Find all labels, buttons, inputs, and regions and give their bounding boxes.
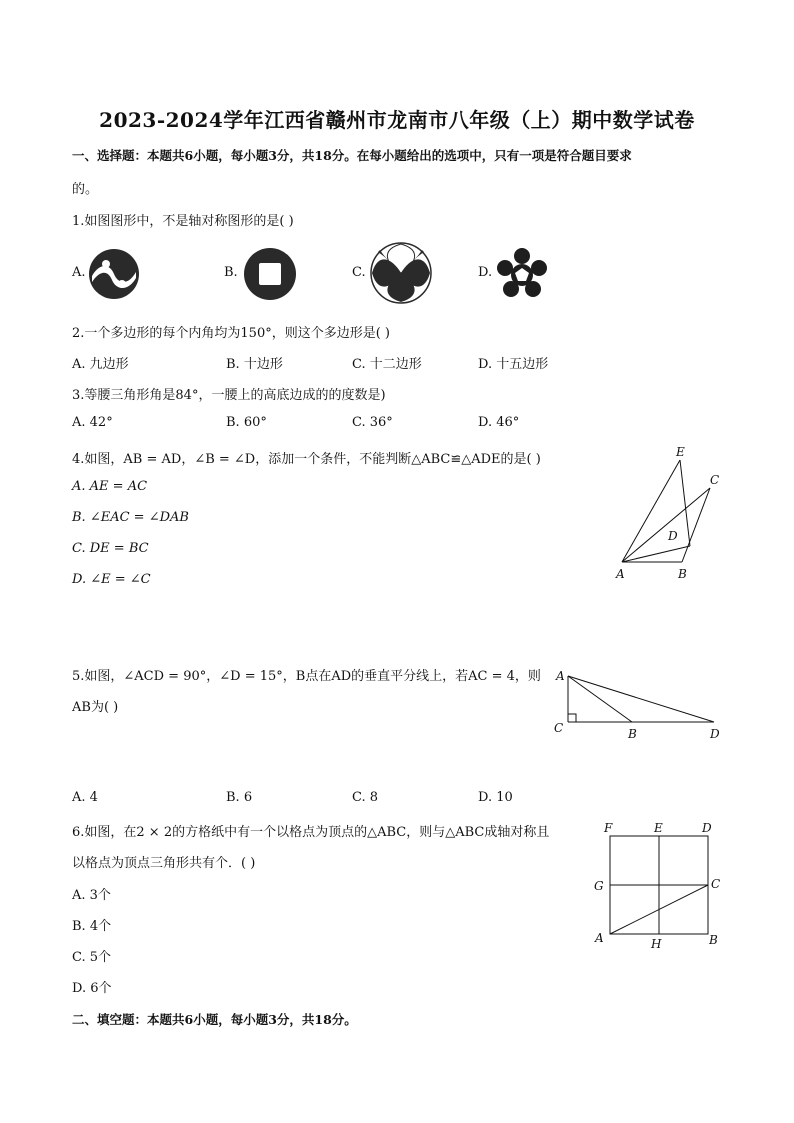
q1-figure-c <box>368 240 434 306</box>
section1-heading: 一、选择题：本题共6小题，每小题3分，共18分。在每小题给出的选项中，只有一项是符合题目要求 <box>72 148 632 163</box>
q6-label-a: A <box>595 931 604 945</box>
q3-option-a: A. 42° <box>72 415 113 430</box>
q6-option-d: D. 6个 <box>72 981 112 996</box>
q4-stem: 4.如图，AB = AD，∠B = ∠D，添加一个条件，不能判断△ABC≌△ADE的是( ) <box>72 452 541 467</box>
q4-label-b: B <box>678 567 687 581</box>
section2-heading: 二、填空题：本题共6小题，每小题3分，共18分。 <box>72 1012 357 1027</box>
q5-stem: 5.如图，∠ACD = 90°，∠D = 15°，B点在AD的垂直平分线上，若AC = 4，则 <box>72 669 541 684</box>
q5-option-d: D. 10 <box>478 790 513 805</box>
q2-option-c: C. 十二边形 <box>352 357 422 372</box>
q2-option-b: B. 十边形 <box>226 357 283 372</box>
q6-label-f: F <box>604 821 613 835</box>
q6-stem: 6.如图，在2 × 2的方格纸中有一个以格点为顶点的△ABC，则与△ABC成轴对称且 <box>72 825 550 840</box>
q6-stem-cont: 以格点为顶点三角形共有个．( ) <box>72 856 256 871</box>
q6-option-a: A. 3个 <box>72 888 111 903</box>
q3-stem: 3.等腰三角形角是84°，一腰上的高底边成的的度数是) <box>72 388 386 403</box>
q6-label-b: B <box>709 933 718 947</box>
q1-stem: 1.如图图形中，不是轴对称图形的是( ) <box>72 214 294 229</box>
q6-option-c: C. 5个 <box>72 950 112 965</box>
q3-option-d: D. 46° <box>478 415 520 430</box>
q6-figure <box>590 818 726 954</box>
q4-label-c: C <box>710 473 720 487</box>
q5-figure <box>548 664 726 744</box>
q5-option-a: A. 4 <box>72 790 98 805</box>
q2-option-a: A. 九边形 <box>72 357 129 372</box>
q5-label-b: B <box>628 727 637 741</box>
q6-label-g: G <box>594 879 604 893</box>
q6-label-d: D <box>702 821 712 835</box>
q2-stem: 2.一个多边形的每个内角均为150°，则这个多边形是( ) <box>72 326 390 341</box>
q5-option-c: C. 8 <box>352 790 379 805</box>
q5-label-a: A <box>556 669 565 683</box>
q4-label-a: A <box>616 567 625 581</box>
q4-label-e: E <box>676 445 685 459</box>
q5-label-c: C <box>554 721 564 735</box>
q1-label-a: A. <box>72 265 86 280</box>
q1-label-d: D. <box>478 265 493 280</box>
section1-heading-cont: 的。 <box>72 182 99 197</box>
q1-figure-d <box>494 246 550 302</box>
q3-option-b: B. 60° <box>226 415 267 430</box>
q4-label-d: D <box>668 529 678 543</box>
q1-figure-b <box>242 246 298 302</box>
q4-option-c: C. DE = BC <box>72 541 149 556</box>
q1-label-b: B. <box>224 265 238 280</box>
q3-option-c: C. 36° <box>352 415 393 430</box>
q4-figure <box>604 440 734 585</box>
q1-label-c: C. <box>352 265 366 280</box>
q6-label-c: C <box>711 877 721 891</box>
q2-option-d: D. 十五边形 <box>478 357 549 372</box>
q5-label-d: D <box>710 727 720 741</box>
q4-option-b: B. ∠EAC = ∠DAB <box>72 510 189 525</box>
q1-figure-a <box>86 246 142 302</box>
q5-option-b: B. 6 <box>226 790 253 805</box>
q5-stem-cont: AB为( ) <box>72 700 119 715</box>
q4-option-a: A. AE = AC <box>72 479 148 494</box>
page-title: 2023-2024学年江西省赣州市龙南市八年级（上）期中数学试卷 <box>99 108 695 132</box>
q6-label-h: H <box>651 937 662 951</box>
q6-option-b: B. 4个 <box>72 919 112 934</box>
q4-option-d: D. ∠E = ∠C <box>72 572 151 587</box>
q6-label-e: E <box>654 821 663 835</box>
